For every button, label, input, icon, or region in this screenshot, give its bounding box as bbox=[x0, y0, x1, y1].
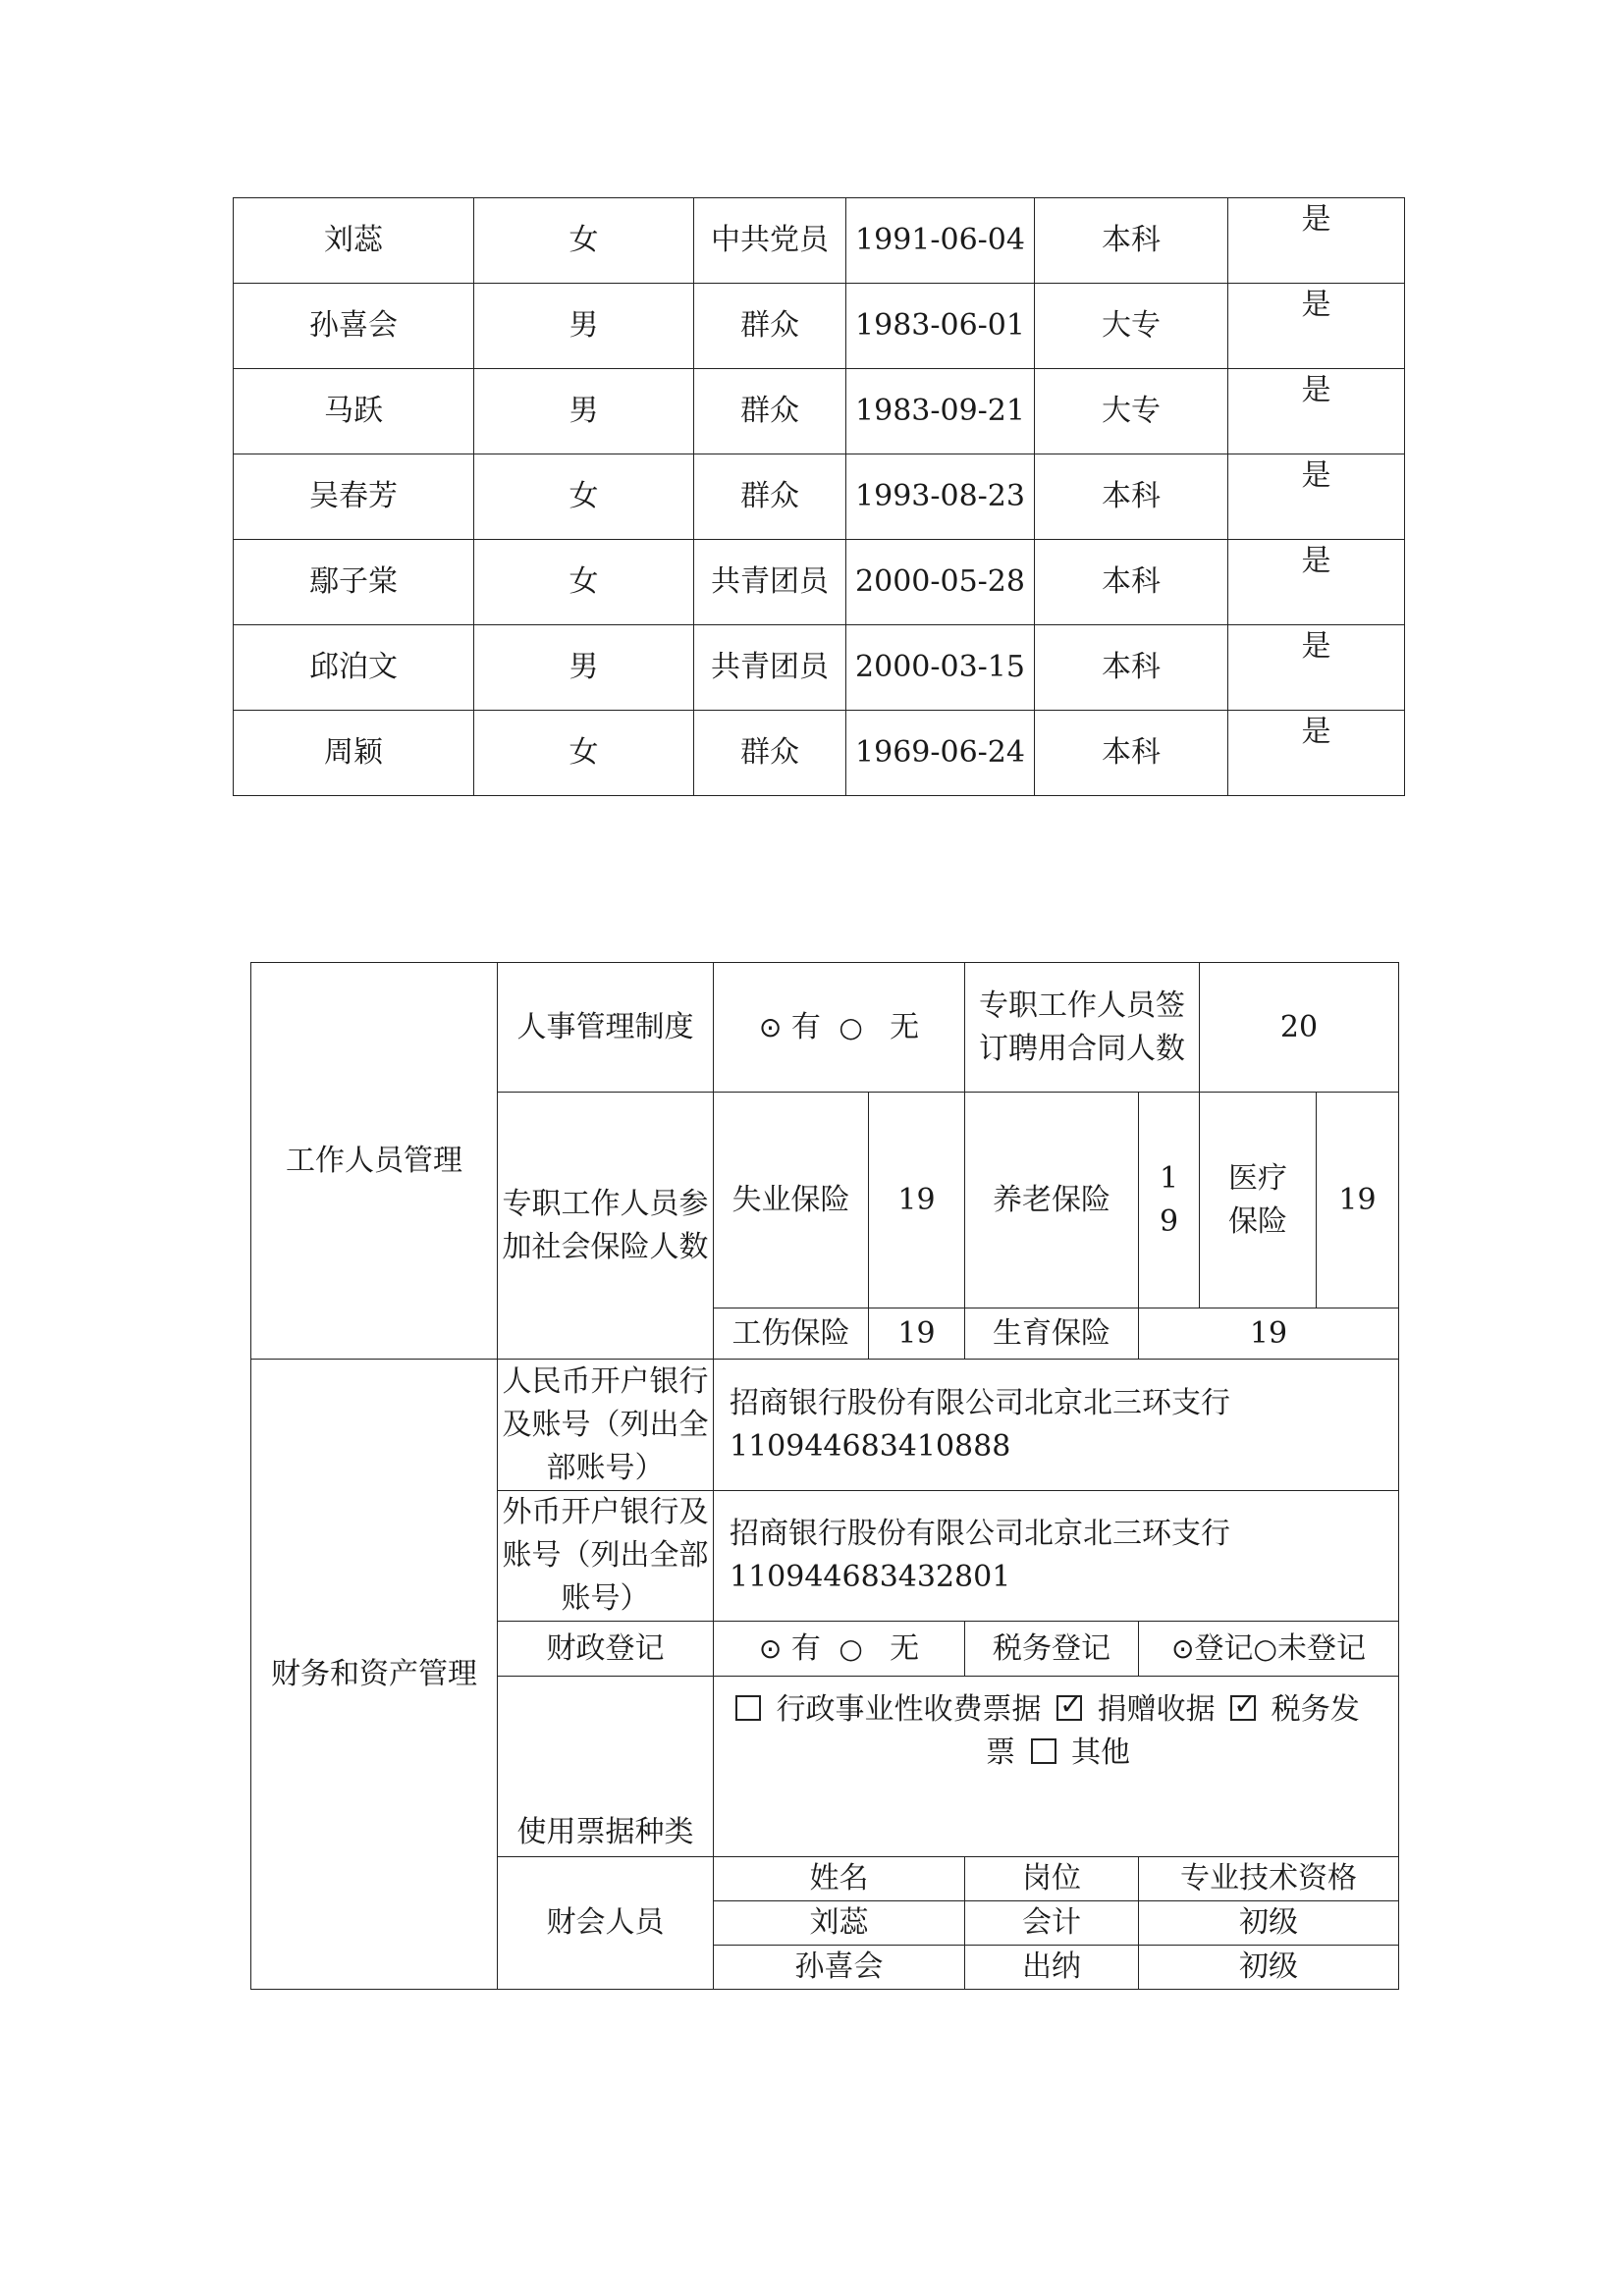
acc-qualification: 初级 bbox=[1139, 1946, 1399, 1990]
rmb-account-number: 110944683410888 bbox=[730, 1428, 1011, 1464]
acc-name: 刘蕊 bbox=[714, 1901, 965, 1946]
option-no-label: 无 bbox=[890, 1009, 920, 1044]
acc-post: 出纳 bbox=[965, 1946, 1139, 1990]
accountant-label: 财会人员 bbox=[498, 1857, 714, 1990]
tax-unregistered-label: 未登记 bbox=[1276, 1630, 1366, 1666]
staff-gender: 女 bbox=[474, 540, 694, 625]
staff-birth: 1969-06-24 bbox=[846, 711, 1035, 796]
table-row bbox=[234, 454, 1405, 540]
contract-count: 20 bbox=[1200, 963, 1399, 1093]
radio-selected-icon: ⊙ bbox=[1171, 1631, 1195, 1665]
receipt-admin-label: 行政事业性收费票据 bbox=[776, 1692, 1042, 1727]
staff-flag: 是 bbox=[1228, 284, 1405, 369]
staff-table bbox=[233, 197, 1405, 796]
maternity-label: 生育保险 bbox=[965, 1308, 1139, 1360]
staff-gender: 男 bbox=[474, 625, 694, 711]
staff-name: 马跃 bbox=[234, 369, 474, 454]
option-no-label: 无 bbox=[890, 1630, 920, 1666]
staff-birth: 1993-08-23 bbox=[846, 454, 1035, 540]
maternity-value: 19 bbox=[1139, 1308, 1399, 1360]
option-yes-label: 有 bbox=[790, 1009, 821, 1044]
fx-bank-name: 招商银行股份有限公司北京北三环支行 bbox=[730, 1517, 1230, 1551]
checkbox-checked-icon bbox=[1230, 1695, 1256, 1721]
staff-politics: 共青团员 bbox=[694, 625, 846, 711]
staff-birth: 2000-03-15 bbox=[846, 625, 1035, 711]
staff-birth: 1983-09-21 bbox=[846, 369, 1035, 454]
staff-politics: 群众 bbox=[694, 284, 846, 369]
unemployment-label: 失业保险 bbox=[714, 1093, 869, 1308]
staff-education: 本科 bbox=[1035, 711, 1228, 796]
staff-flag: 是 bbox=[1228, 369, 1405, 454]
acc-header-name: 姓名 bbox=[714, 1857, 965, 1901]
tax-options bbox=[1139, 1622, 1399, 1677]
staff-name: 周颖 bbox=[234, 711, 474, 796]
staff-flag: 是 bbox=[1228, 625, 1405, 711]
receipt-tax-invoice-label: 税务发 bbox=[1271, 1692, 1360, 1727]
fx-account-number: 110944683432801 bbox=[730, 1560, 1011, 1594]
staff-name: 孙喜会 bbox=[234, 284, 474, 369]
checkbox-checked-icon bbox=[1056, 1695, 1082, 1721]
option-yes-label: 有 bbox=[790, 1630, 821, 1666]
receipt-label: 使用票据种类 bbox=[498, 1677, 714, 1857]
injury-label: 工伤保险 bbox=[714, 1308, 869, 1360]
staff-flag: 是 bbox=[1228, 198, 1405, 284]
rmb-bank-name: 招商银行股份有限公司北京北三环支行 bbox=[730, 1385, 1230, 1420]
table-row bbox=[234, 369, 1405, 454]
table-row bbox=[251, 1360, 1399, 1491]
tax-label: 税务登记 bbox=[965, 1622, 1139, 1677]
radio-empty-icon: ○ bbox=[830, 1631, 881, 1665]
table-row bbox=[234, 198, 1405, 284]
hr-system-label: 人事管理制度 bbox=[498, 963, 714, 1093]
staff-education: 大专 bbox=[1035, 369, 1228, 454]
medical-value: 19 bbox=[1317, 1093, 1399, 1308]
radio-selected-icon: ⊙ bbox=[758, 1631, 783, 1665]
receipt-donation-label: 捐赠收据 bbox=[1097, 1692, 1216, 1727]
unemployment-value: 19 bbox=[869, 1093, 965, 1308]
staff-politics: 共青团员 bbox=[694, 540, 846, 625]
receipt-options bbox=[714, 1677, 1399, 1857]
rmb-account-info bbox=[714, 1360, 1399, 1491]
staff-politics: 群众 bbox=[694, 454, 846, 540]
table-row bbox=[251, 963, 1399, 1093]
pension-value: 19 bbox=[1139, 1093, 1200, 1308]
radio-empty-icon: ○ bbox=[1253, 1631, 1277, 1665]
staff-section-label: 工作人员管理 bbox=[251, 963, 498, 1360]
staff-name: 鄢子棠 bbox=[234, 540, 474, 625]
staff-birth: 1983-06-01 bbox=[846, 284, 1035, 369]
staff-flag: 是 bbox=[1228, 540, 1405, 625]
tax-registered-label: 登记 bbox=[1194, 1630, 1254, 1666]
management-table bbox=[250, 962, 1399, 1990]
staff-gender: 女 bbox=[474, 454, 694, 540]
staff-education: 本科 bbox=[1035, 198, 1228, 284]
fiscal-options bbox=[714, 1622, 965, 1677]
staff-birth: 2000-05-28 bbox=[846, 540, 1035, 625]
hr-system-options bbox=[714, 963, 965, 1093]
staff-gender: 男 bbox=[474, 284, 694, 369]
staff-name: 邱泊文 bbox=[234, 625, 474, 711]
insurance-label: 专职工作人员参加社会保险人数 bbox=[498, 1093, 714, 1360]
staff-name: 吴春芳 bbox=[234, 454, 474, 540]
staff-name: 刘蕊 bbox=[234, 198, 474, 284]
staff-politics: 群众 bbox=[694, 369, 846, 454]
checkbox-empty-icon bbox=[1031, 1738, 1056, 1764]
acc-post: 会计 bbox=[965, 1901, 1139, 1946]
checkbox-empty-icon bbox=[735, 1695, 761, 1721]
staff-politics: 群众 bbox=[694, 711, 846, 796]
rmb-account-label: 人民币开户银行及账号（列出全部账号） bbox=[498, 1360, 714, 1491]
fiscal-label: 财政登记 bbox=[498, 1622, 714, 1677]
staff-education: 本科 bbox=[1035, 454, 1228, 540]
fx-account-info bbox=[714, 1491, 1399, 1622]
staff-gender: 女 bbox=[474, 711, 694, 796]
staff-education: 本科 bbox=[1035, 540, 1228, 625]
acc-header-qualification: 专业技术资格 bbox=[1139, 1857, 1399, 1901]
pension-label: 养老保险 bbox=[965, 1093, 1139, 1308]
acc-qualification: 初级 bbox=[1139, 1901, 1399, 1946]
injury-value: 19 bbox=[869, 1308, 965, 1360]
staff-gender: 男 bbox=[474, 369, 694, 454]
staff-flag: 是 bbox=[1228, 711, 1405, 796]
staff-education: 本科 bbox=[1035, 625, 1228, 711]
receipt-tax-invoice-label-cont: 票 bbox=[985, 1735, 1015, 1770]
staff-gender: 女 bbox=[474, 198, 694, 284]
staff-birth: 1991-06-04 bbox=[846, 198, 1035, 284]
acc-name: 孙喜会 bbox=[714, 1946, 965, 1990]
table-row bbox=[234, 540, 1405, 625]
contract-label: 专职工作人员签订聘用合同人数 bbox=[965, 963, 1200, 1093]
staff-flag: 是 bbox=[1228, 454, 1405, 540]
staff-politics: 中共党员 bbox=[694, 198, 846, 284]
receipt-other-label: 其他 bbox=[1071, 1735, 1131, 1770]
table-row bbox=[234, 284, 1405, 369]
acc-header-post: 岗位 bbox=[965, 1857, 1139, 1901]
radio-empty-icon: ○ bbox=[830, 1010, 881, 1043]
fx-account-label: 外币开户银行及账号（列出全部账号） bbox=[498, 1491, 714, 1622]
medical-label: 医疗保险 bbox=[1200, 1093, 1317, 1308]
table-row bbox=[234, 711, 1405, 796]
table-row bbox=[234, 625, 1405, 711]
radio-selected-icon: ⊙ bbox=[758, 1010, 783, 1043]
staff-education: 大专 bbox=[1035, 284, 1228, 369]
finance-section-label: 财务和资产管理 bbox=[251, 1360, 498, 1990]
